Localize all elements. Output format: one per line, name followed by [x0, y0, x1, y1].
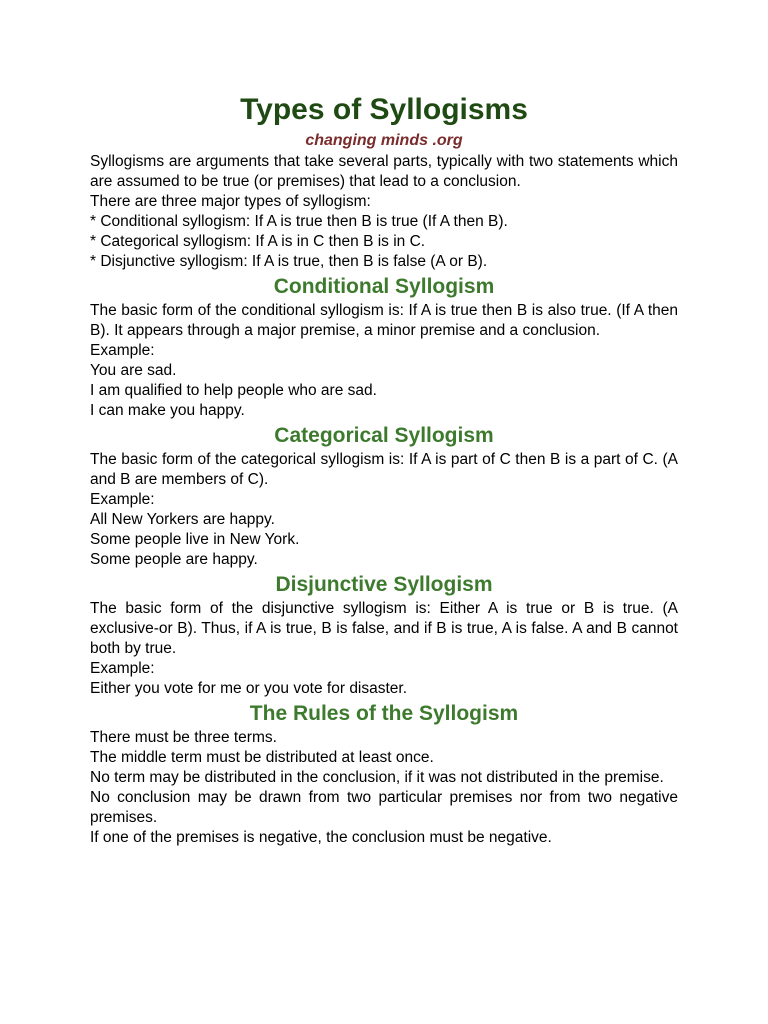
document-subtitle: changing minds .org: [305, 132, 463, 149]
rule-item: No conclusion may be drawn from two particular premises nor from two negative premises.: [90, 789, 678, 826]
example-line: I am qualified to help people who are sad.: [90, 382, 377, 399]
example-line: All New Yorkers are happy.: [90, 511, 275, 528]
example-label: Example:: [90, 342, 155, 359]
intro-line: There are three major types of syllogism:: [90, 193, 371, 210]
intro-section: [90, 152, 678, 272]
conditional-section: [90, 273, 678, 421]
example-line: Some people live in New York.: [90, 531, 300, 548]
intro-list-item: * Categorical syllogism: If A is in C then B is in C.: [90, 233, 426, 250]
example-label: Example:: [90, 660, 155, 677]
example-line: Some people are happy.: [90, 551, 258, 568]
categorical-section: [90, 422, 678, 570]
example-line: I can make you happy.: [90, 402, 245, 419]
intro-paragraph: Syllogisms are arguments that take several parts, typically with two statements which are assumed to be true (or premises) that lead to a conclusion.: [90, 153, 678, 190]
section-paragraph: The basic form of the disjunctive syllogism is: Either A is true or B is true. (A exclusive-or B). Thus, if A is true, B is false, and if B is true, A is false. A and B cannot both by true.: [90, 600, 678, 657]
intro-list-item: * Disjunctive syllogism: If A is true, then B is false (A or B).: [90, 253, 488, 270]
disjunctive-section: [90, 571, 678, 699]
section-heading-rules: The Rules of the Syllogism: [249, 702, 519, 725]
example-label: Example:: [90, 491, 155, 508]
section-paragraph: The basic form of the conditional syllogism is: If A is true then B is also true. (If A then B). It appears through a major premise, a minor premise and a conclusion.: [90, 302, 678, 339]
document-page: [90, 88, 678, 848]
rule-item: There must be three terms.: [90, 729, 277, 746]
example-line: Either you vote for me or you vote for disaster.: [90, 680, 408, 697]
section-heading-disjunctive: Disjunctive Syllogism: [275, 573, 493, 596]
rule-item: If one of the premises is negative, the conclusion must be negative.: [90, 829, 552, 846]
section-paragraph: The basic form of the categorical syllogism is: If A is part of C then B is a part of C. (A and B are members of C).: [90, 451, 678, 488]
rule-item: The middle term must be distributed at least once.: [90, 749, 434, 766]
section-heading-conditional: Conditional Syllogism: [273, 275, 495, 298]
section-heading-categorical: Categorical Syllogism: [274, 424, 494, 447]
intro-list-item: * Conditional syllogism: If A is true then B is true (If A then B).: [90, 213, 508, 230]
rule-item: No term may be distributed in the conclusion, if it was not distributed in the premise.: [90, 769, 664, 786]
document-title: Types of Syllogisms: [240, 93, 528, 126]
rules-section: [90, 700, 678, 848]
example-line: You are sad.: [90, 362, 177, 379]
